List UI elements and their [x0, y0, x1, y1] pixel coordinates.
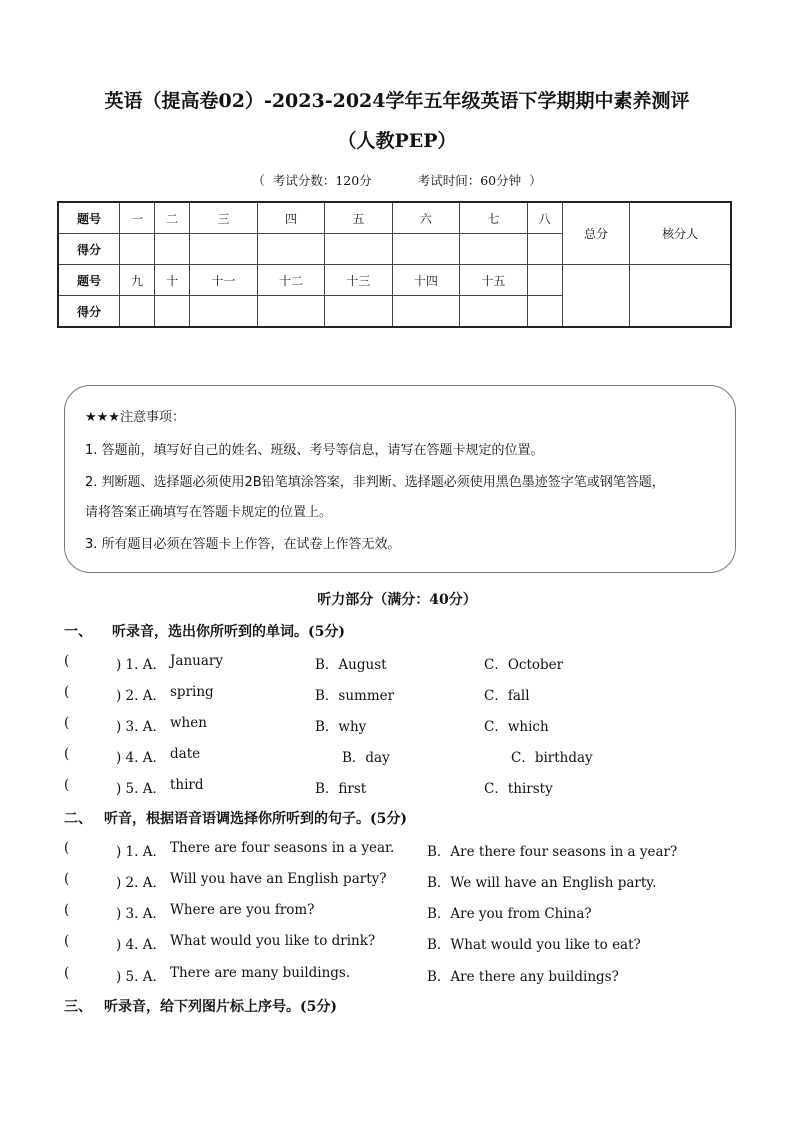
score-cell[interactable] — [120, 296, 155, 328]
section-2-title: 听音，根据语音语调选择你所听到的句子。(5分) — [104, 811, 407, 827]
time-info: 考试时间：60分钟 — [417, 173, 522, 188]
option-a: when — [170, 715, 207, 731]
question-number: ) 1. A． — [116, 657, 166, 673]
answer-blank[interactable]: ( — [64, 840, 70, 856]
q-8: 八 — [527, 202, 562, 234]
answer-blank[interactable]: ( — [64, 653, 70, 669]
q-6: 六 — [392, 202, 459, 234]
section-3-num: 三、 — [64, 999, 92, 1015]
answer-blank[interactable]: ( — [64, 902, 70, 918]
q-14: 十四 — [392, 265, 459, 296]
answer-blank[interactable]: ( — [64, 715, 70, 731]
question-row — [64, 933, 744, 953]
question-number: ) 5. A． — [116, 781, 166, 797]
notes-heading: ★★★注意事项： — [85, 410, 185, 425]
score-cell[interactable] — [325, 296, 392, 328]
answer-blank[interactable]: ( — [64, 871, 70, 887]
q-4: 四 — [257, 202, 324, 234]
title-line-2: （人教PEP） — [337, 130, 457, 152]
score-cell[interactable] — [527, 234, 562, 265]
option-c: C．birthday — [511, 750, 593, 766]
row-label-score: 得分 — [58, 234, 120, 265]
total-cell[interactable] — [562, 265, 629, 328]
title-line-1: 英语（提高卷02）-2023-2024学年五年级英语下学期期中素养测评 — [104, 90, 690, 112]
total-header: 总分 — [562, 202, 629, 265]
answer-blank[interactable]: ( — [64, 684, 70, 700]
q-10: 十 — [155, 265, 190, 296]
option-a: January — [170, 653, 223, 669]
score-cell[interactable] — [155, 296, 190, 328]
answer-blank[interactable]: ( — [64, 777, 70, 793]
option-a: There are four seasons in a year. — [170, 840, 395, 856]
option-a: Where are you from? — [170, 902, 315, 918]
section-2-num: 二、 — [64, 811, 92, 827]
question-number: ) 3. A． — [116, 906, 166, 922]
question-row — [64, 715, 744, 735]
notes-box — [64, 385, 736, 573]
option-a: date — [170, 746, 201, 762]
question-number: ) 3. A． — [116, 719, 166, 735]
question-row — [64, 902, 744, 922]
option-c: C．which — [484, 719, 549, 735]
q-9: 九 — [120, 265, 155, 296]
option-b: B．We will have an English party. — [427, 875, 657, 891]
score-info: 考试分数：120分 — [272, 173, 372, 188]
option-c: C．fall — [484, 688, 530, 704]
option-b: B．Are you from China? — [427, 906, 592, 922]
q-11: 十一 — [190, 265, 257, 296]
row-label-score-2: 得分 — [58, 296, 120, 328]
question-number: ) 1. A． — [116, 844, 166, 860]
section-3-title: 听录音，给下列图片标上序号。(5分) — [104, 999, 337, 1015]
option-b: B．Are there four seasons in a year? — [427, 844, 678, 860]
score-cell[interactable] — [392, 296, 459, 328]
listening-title: 听力部分（满分：40分） — [317, 592, 477, 608]
q-15: 十五 — [460, 265, 527, 296]
option-a: spring — [170, 684, 214, 700]
section-3-heading — [64, 996, 337, 1016]
option-b: B．Are there any buildings? — [427, 969, 619, 985]
option-b: B．why — [315, 719, 367, 735]
q-12: 十二 — [257, 265, 324, 296]
note-2: 2. 判断题、选择题必须使用2B铅笔填涂答案，非判断、选择题必须使用黑色墨迹签字笔或钢笔答题， — [85, 475, 665, 490]
answer-blank[interactable]: ( — [64, 746, 70, 762]
question-row — [64, 777, 744, 797]
info-close-paren: ） — [529, 173, 542, 188]
q-3: 三 — [190, 202, 257, 234]
question-row — [64, 871, 744, 891]
section-1-num: 一、 — [64, 624, 92, 640]
option-a: What would you like to drink? — [170, 933, 376, 949]
q-1: 一 — [120, 202, 155, 234]
note-3: 3. 所有题目必须在答题卡上作答，在试卷上作答无效。 — [85, 537, 401, 552]
option-b: B．first — [315, 781, 367, 797]
row-label-question-2: 题号 — [58, 265, 120, 296]
question-row — [64, 746, 744, 766]
q-2: 二 — [155, 202, 190, 234]
question-row — [64, 840, 744, 860]
q-5: 五 — [325, 202, 392, 234]
score-cell[interactable] — [460, 234, 527, 265]
score-cell[interactable] — [257, 296, 324, 328]
q-13: 十三 — [325, 265, 392, 296]
question-number: ) 4. A． — [116, 750, 166, 766]
section-2-heading — [64, 808, 407, 828]
option-c: C．October — [484, 657, 564, 673]
info-open-paren: （ — [252, 173, 265, 188]
option-a: There are many buildings. — [170, 965, 351, 981]
option-a: third — [170, 777, 204, 793]
row-label-question: 题号 — [58, 202, 120, 234]
score-table — [57, 201, 732, 328]
score-cell[interactable] — [257, 234, 324, 265]
checker-cell[interactable] — [630, 265, 731, 328]
question-number: ) 2. A． — [116, 875, 166, 891]
question-number: ) 5. A． — [116, 969, 166, 985]
note-2-cont: 请将答案正确填写在答题卡规定的位置上。 — [85, 505, 333, 520]
answer-blank[interactable]: ( — [64, 965, 70, 981]
section-1-heading — [64, 621, 345, 641]
option-c: C．thirsty — [484, 781, 553, 797]
note-1: 1. 答题前，填写好自己的姓名、班级、考号等信息，请写在答题卡规定的位置。 — [85, 443, 544, 458]
exam-info — [0, 171, 794, 189]
score-cell[interactable] — [155, 234, 190, 265]
option-a: Will you have an English party? — [170, 871, 387, 887]
option-b: B．What would you like to eat? — [427, 937, 641, 953]
question-row — [64, 684, 744, 704]
checker-header: 核分人 — [630, 202, 731, 265]
q-blank — [527, 265, 562, 296]
question-row — [64, 965, 744, 985]
question-number: ) 2. A． — [116, 688, 166, 704]
answer-blank[interactable]: ( — [64, 933, 70, 949]
score-cell[interactable] — [325, 234, 392, 265]
option-b: B．August — [315, 657, 387, 673]
question-number: ) 4. A． — [116, 937, 166, 953]
question-row — [64, 653, 744, 673]
option-b: B．day — [342, 750, 390, 766]
score-cell[interactable] — [527, 296, 562, 328]
option-b: B．summer — [315, 688, 395, 704]
score-cell[interactable] — [392, 234, 459, 265]
section-1-title: 听录音，选出你所听到的单词。(5分) — [112, 624, 345, 640]
score-cell[interactable] — [190, 234, 257, 265]
score-cell[interactable] — [120, 234, 155, 265]
score-cell[interactable] — [190, 296, 257, 328]
score-cell[interactable] — [460, 296, 527, 328]
q-7: 七 — [460, 202, 527, 234]
